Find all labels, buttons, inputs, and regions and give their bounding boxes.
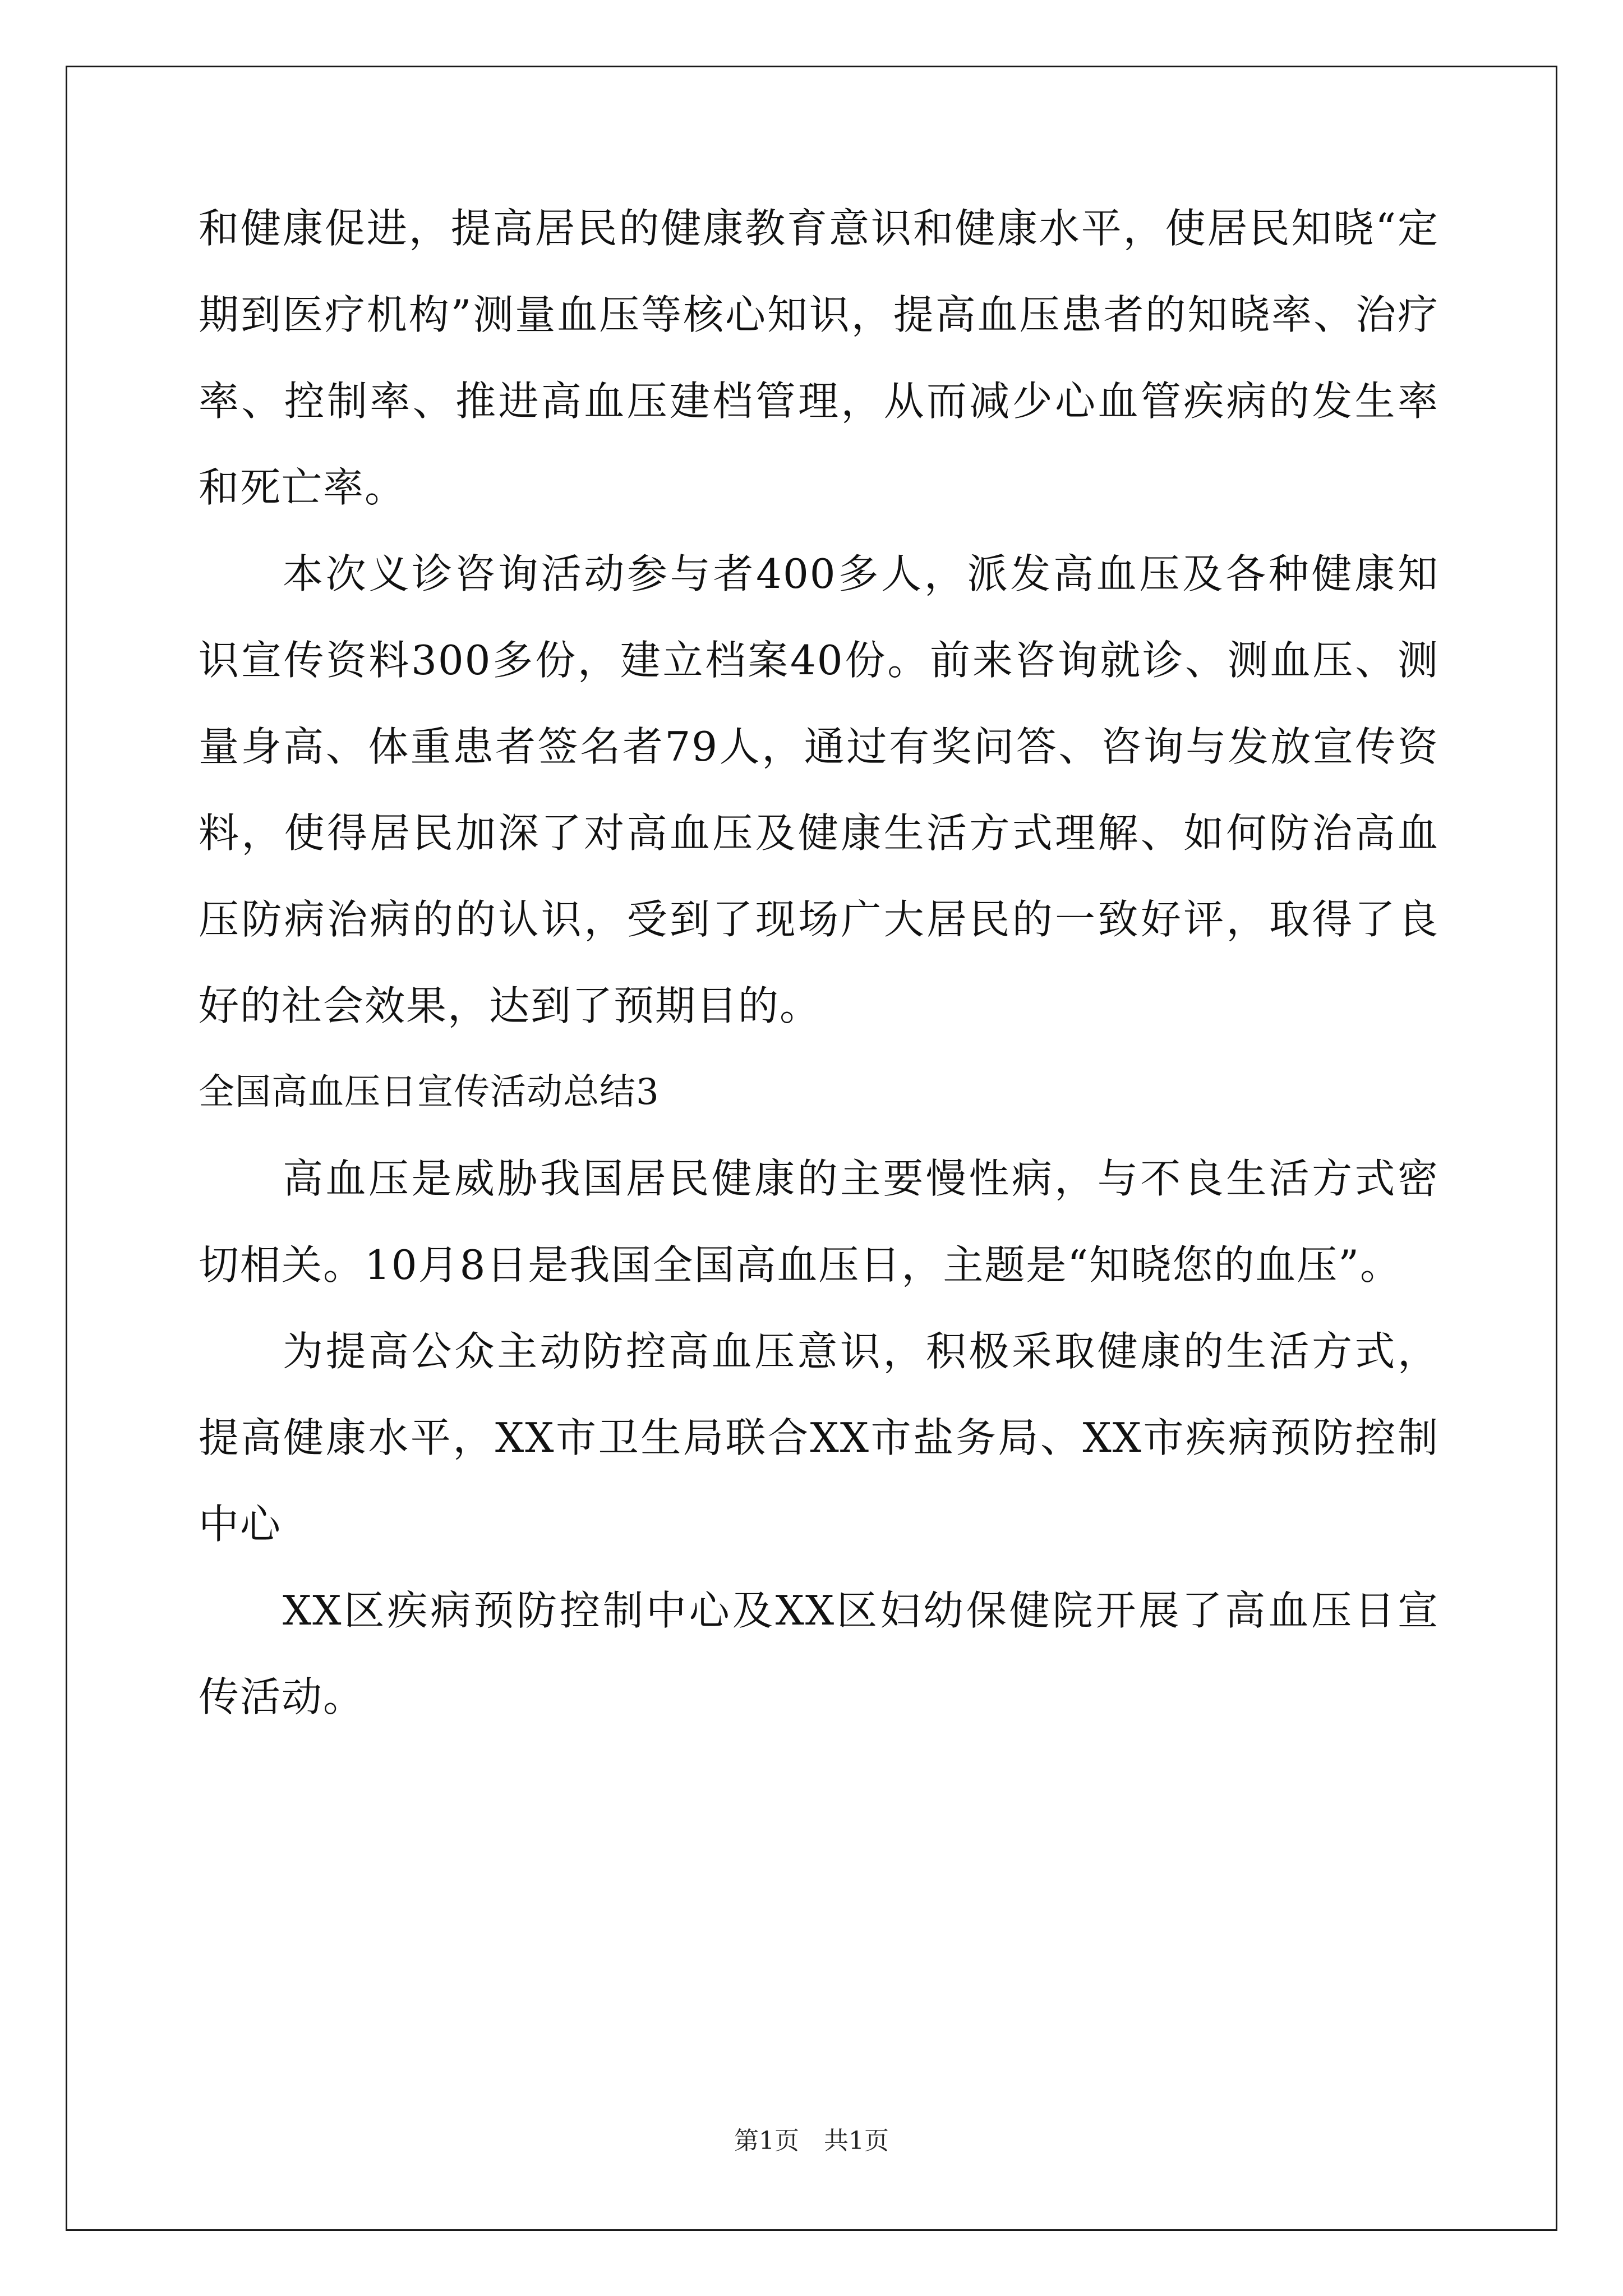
document-body [199, 185, 1439, 1740]
paragraph-5: XX区疾病预防控制中心及XX区妇幼保健院开展了高血压日宣传活动。 [199, 1587, 1439, 1720]
paragraph-2: 本次义诊咨询活动参与者400多人，派发高血压及各种健康知识宣传资料300多份，建立档案40份。前来咨询就诊、测血压、测量身高、体重患者签名者79人，通过有奖问答、咨询与发放宣传资料，使得居民加深了对高血压及健康生活方式理解、如何防治高血压防病治病的的认识，受到了现场广大居民的一致好评，取得了良好的社会效果，达到了预期目的。 [199, 550, 1439, 1029]
paragraph-1: 和健康促进，提高居民的健康教育意识和健康水平，使居民知晓“定期到医疗机构”测量血压等核心知识，提高血压患者的知晓率、治疗率、控制率、推进高血压建档管理，从而减少心血管疾病的发生率和死亡率。 [199, 205, 1439, 511]
page-footer: 第1页 共1页 [734, 2127, 889, 2155]
section-heading: 全国高血压日宣传活动总结3 [199, 1071, 660, 1113]
paragraph-4: 为提高公众主动防控高血压意识，积极采取健康的生活方式，提高健康水平，XX市卫生局联合XX市盐务局、XX市疾病预防控制中心 [199, 1328, 1439, 1548]
paragraph-3: 高血压是威胁我国居民健康的主要慢性病，与不良生活方式密切相关。10月8日是我国全国高血压日，主题是“知晓您的血压”。 [199, 1155, 1439, 1289]
